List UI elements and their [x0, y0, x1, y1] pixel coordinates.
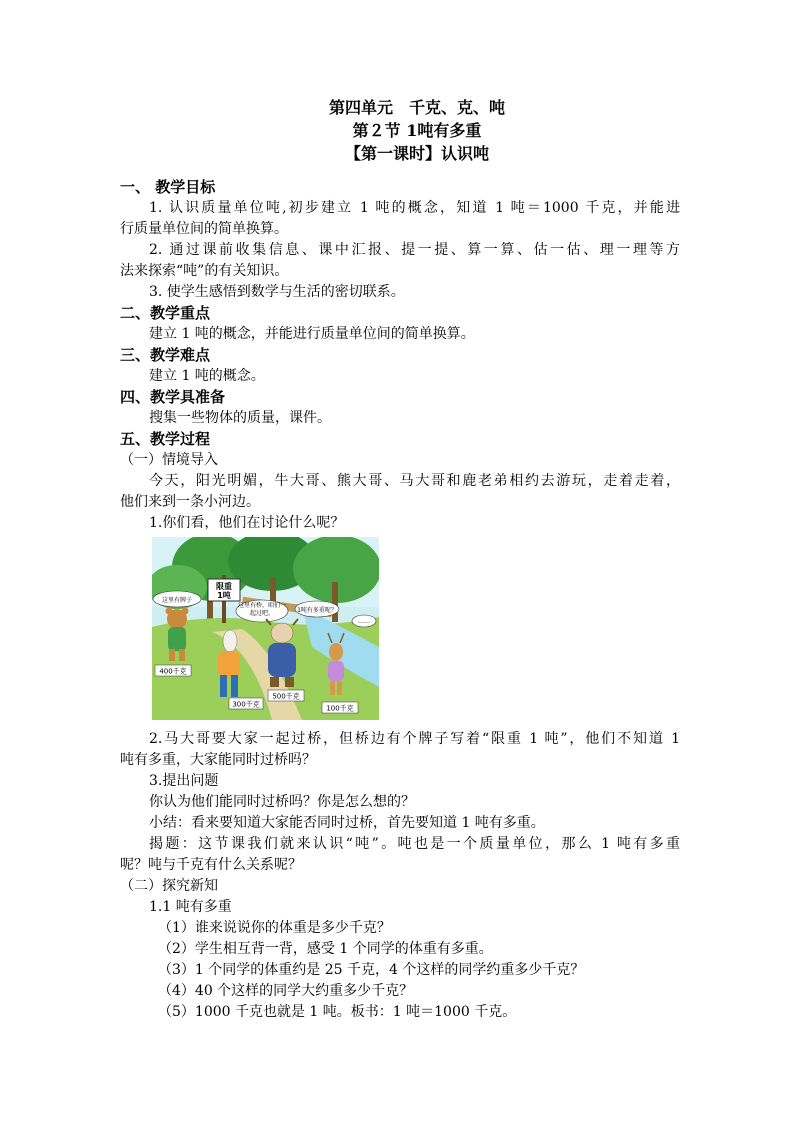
- heading-difficulties: 三、教学难点: [120, 346, 211, 364]
- explore-item-1: （1）谁来说说你的体重是多少千克？: [158, 920, 391, 936]
- explore-item-5: （5）1000 千克也就是 1 吨。板书：1 吨＝1000 千克。: [158, 1004, 517, 1020]
- question-3-reveal-line-2: 呢？吨与千克有什么关系呢？: [120, 857, 302, 873]
- unit-title: 第四单元 千克、克、吨: [328, 98, 505, 117]
- sign-text-2: 1吨: [217, 591, 231, 600]
- bubble-left-text: 这里有牌子: [161, 597, 193, 604]
- question-3-summary: 小结：看来要知道大家能否同时过桥，首先要知道 1 吨有多重。: [149, 815, 545, 831]
- question-3-a: 你认为他们能同时过桥吗？你是怎么想的？: [149, 794, 415, 810]
- heading-key-points: 二、教学重点: [120, 304, 211, 322]
- explore-item-4: （4）40 个这样的同学大约重多少千克？: [158, 983, 414, 999]
- question-1: 1.你们看，他们在讨论什么呢？: [149, 515, 345, 531]
- question-3: 3.提出问题: [149, 773, 219, 789]
- difficulties-text: 建立 1 吨的概念。: [149, 368, 265, 384]
- objective-1-line-2: 行质量单位间的简单换算。: [120, 221, 288, 237]
- weight-label-deer: 100千克: [326, 704, 354, 713]
- document-page: [120, 96, 680, 1023]
- subheading-intro: （一）情境导入: [120, 452, 218, 468]
- intro-line-2: 他们来到一条小河边。: [120, 494, 260, 510]
- materials-text: 搜集一些物体的质量，课件。: [149, 410, 331, 426]
- question-3-reveal-line-1: 揭题：这节课我们就来认识“吨”。吨也是一个质量单位，那么 1 吨有多重: [149, 836, 680, 852]
- sign-text-1: 限重: [216, 582, 232, 591]
- heading-materials: 四、教学具准备: [120, 388, 226, 406]
- story-illustration: [152, 537, 379, 720]
- section-title: 第２节 1吨有多重: [352, 121, 482, 140]
- explore-item-3: （3）1 个同学的体重约是 25 千克，4 个这样的同学约重多少千克？: [158, 962, 585, 978]
- explore-item-title: 1.1 吨有多重: [149, 899, 232, 915]
- bubble-mid-text: 这里有桥，咱们一起过吧。: [238, 602, 286, 617]
- objective-3: 3. 使学生感悟到数学与生活的密切联系。: [149, 284, 405, 300]
- weight-label-cow: 500千克: [272, 692, 300, 701]
- objective-2-line-1: 2. 通过课前收集信息、课中汇报、提一提、算一算、估一估、理一理等方: [149, 242, 680, 258]
- lesson-title: 【第一课时】认识吨: [344, 144, 489, 163]
- question-2-line-2: 吨有多重，大家能同时过桥吗？: [120, 752, 316, 768]
- bubble-right-text: 1吨有多重呢？: [297, 607, 337, 614]
- weight-label-bear: 400千克: [159, 667, 187, 676]
- question-2-line-1: 2.马大哥要大家一起过桥，但桥边有个牌子写着“限重 1 吨”，他们不知道 1: [149, 731, 680, 747]
- intro-line-1: 今天，阳光明媚，牛大哥、熊大哥、马大哥和鹿老弟相约去游玩，走着走着，: [149, 473, 680, 489]
- explore-item-2: （2）学生相互背一背，感受 1 个同学的体重有多重。: [158, 941, 493, 957]
- heading-process: 五、教学过程: [120, 430, 211, 448]
- subheading-explore: （二）探究新知: [120, 878, 218, 894]
- key-points-text: 建立 1 吨的概念，并能进行质量单位间的简单换算。: [149, 326, 475, 342]
- heading-objectives: 一、 教学目标: [120, 178, 216, 196]
- objective-1-line-1: 1. 认识质量单位吨,初步建立 1 吨的概念，知道 1 吨＝1000 千克，并能进: [149, 200, 680, 216]
- objective-2-line-2: 法来探索“吨”的有关知识。: [120, 263, 289, 279]
- bubble-dots-text: ……: [358, 618, 370, 625]
- weight-label-horse: 300千克: [232, 700, 260, 709]
